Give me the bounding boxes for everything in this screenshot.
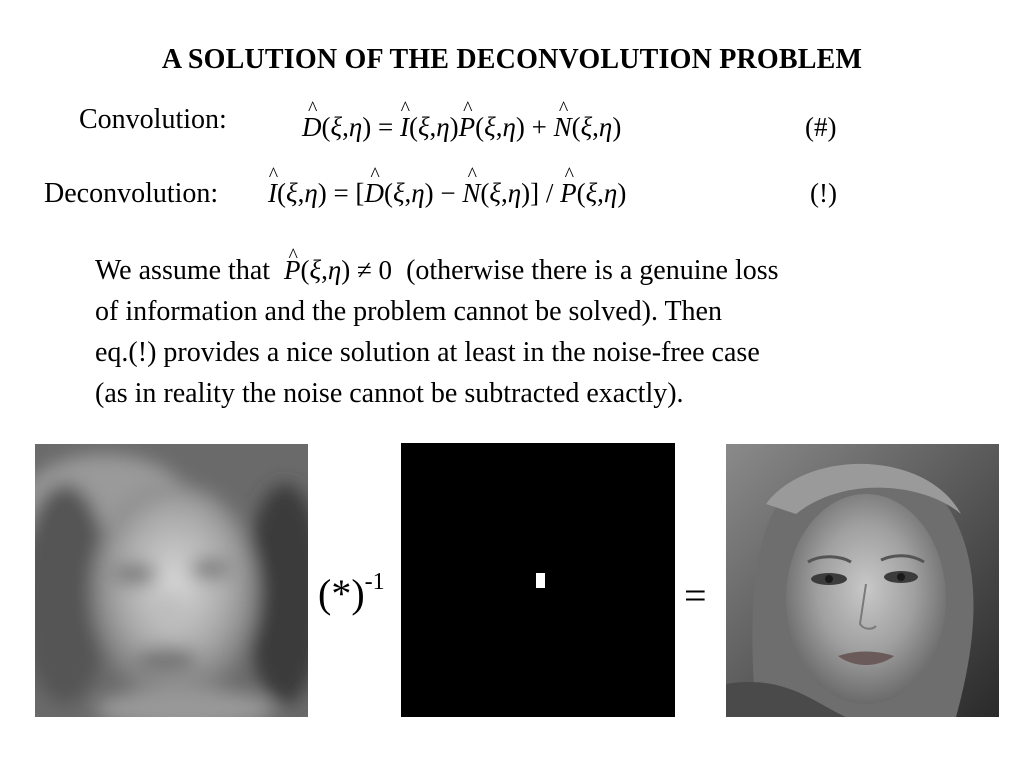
- paragraph-line-1-end: (otherwise there is a genuine loss: [406, 255, 779, 286]
- kernel-point: [536, 573, 545, 588]
- convolution-tag: (#): [805, 112, 837, 142]
- inverse-operator-exponent: -1: [364, 568, 385, 595]
- equals-sign: =: [684, 573, 707, 618]
- paragraph-line-3: eq.(!) provides a nice solution at least in the noise-free case: [95, 337, 760, 368]
- inverse-operator-symbol: (*): [318, 571, 365, 616]
- paragraph-line-1-start: We assume that: [95, 255, 271, 286]
- explanation-paragraph: [95, 250, 995, 414]
- page-title: A SOLUTION OF THE DECONVOLUTION PROBLEM: [161, 44, 863, 75]
- inverse-operator: [318, 570, 385, 617]
- paragraph-line-1: [95, 250, 995, 291]
- restored-face-image: [726, 444, 999, 717]
- convolution-label: Convolution:: [79, 104, 227, 135]
- deconvolution-label: Deconvolution:: [44, 178, 219, 209]
- blurred-face-image: [35, 444, 308, 717]
- deconvolution-tag: (!): [810, 178, 837, 208]
- convolution-equation: ^ D(ξ,η) = ^ I(ξ,η)^ P(ξ,η) + ^ N(ξ,η): [302, 112, 621, 143]
- point-spread-kernel-image: [401, 443, 675, 717]
- paragraph-line-2: of information and the problem cannot be solved). Then: [95, 296, 722, 327]
- inline-condition: ^ P(ξ,η) ≠ 0: [284, 255, 392, 285]
- deconvolution-equation: ^ I(ξ,η) = [^ D(ξ,η) − ^ N(ξ,η)] / ^ P(ξ,η): [268, 178, 626, 209]
- paragraph-line-4: (as in reality the noise cannot be subtracted exactly).: [95, 378, 684, 409]
